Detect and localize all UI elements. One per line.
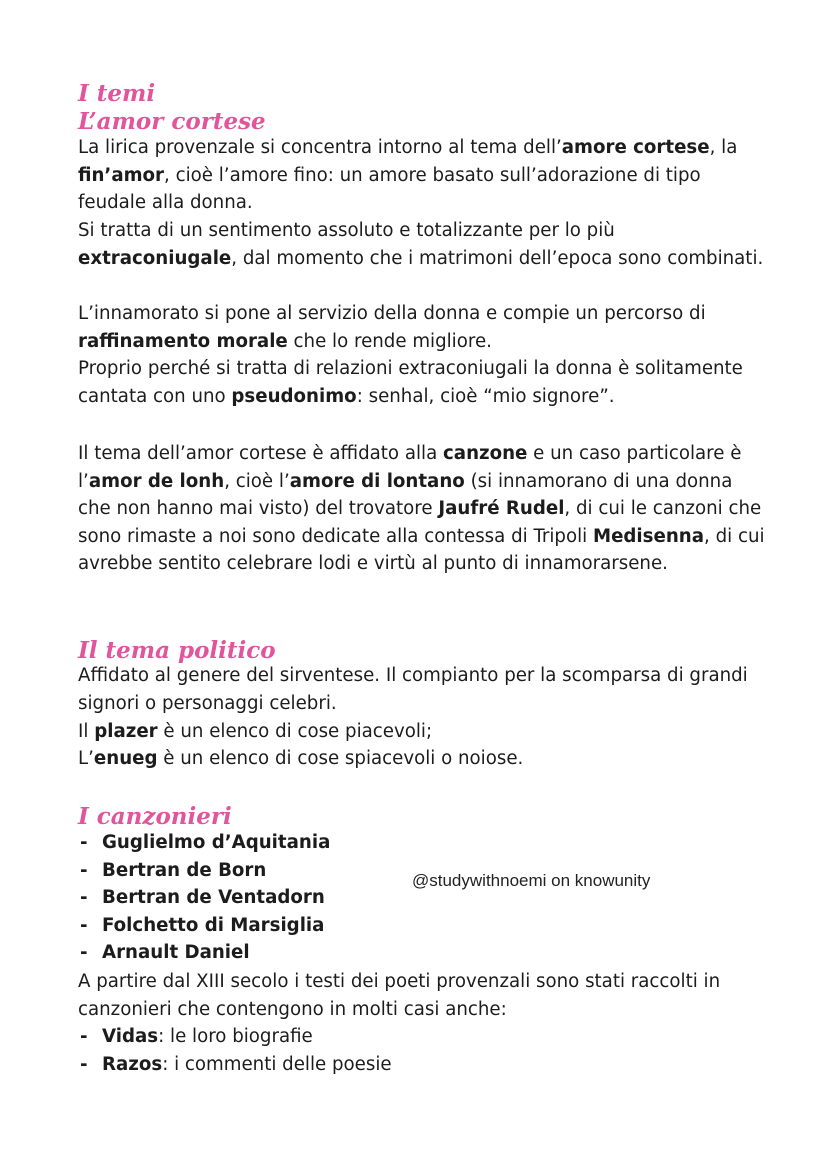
bold-term: extraconiugale xyxy=(78,247,232,269)
list-dash: - xyxy=(80,859,88,881)
text-run: : le loro biografie xyxy=(158,1026,313,1047)
amor-cortese-paragraph-2 xyxy=(78,217,768,272)
poet-list-item xyxy=(78,884,330,912)
text-run: : senhal, cioè “mio signore”. xyxy=(356,385,615,407)
text-run: è un elenco di cose piacevoli; xyxy=(157,721,433,742)
heading-canzonieri: I canzonieri xyxy=(78,803,232,830)
text-run: che lo rende migliore. xyxy=(287,330,492,352)
bold-term: amor de lonh xyxy=(88,470,225,492)
text-run: (si innamorano di una donna che non hanno mai visto) del trovatore xyxy=(78,470,733,520)
watermark: @studywithnoemi on knowunity xyxy=(412,871,651,890)
bold-term: Vidas xyxy=(102,1026,159,1047)
text-run: L’innamorato si pone al servizio della donna e compie un percorso di xyxy=(78,303,706,324)
bold-term: amore cortese xyxy=(561,137,710,158)
bold-term: amore di lontano xyxy=(289,470,465,492)
poet-list-item xyxy=(78,939,330,967)
bold-term: canzone xyxy=(443,443,528,464)
poet-name: Guglielmo d’Aquitania xyxy=(102,832,331,853)
bold-term: fin’amor xyxy=(78,164,165,186)
heading-tema-politico: Il tema politico xyxy=(78,637,276,664)
heading-amor-cortese: L’amor cortese xyxy=(78,108,266,135)
text-run: , cioè l’amore fino: un amore basato sull’adorazione di tipo feudale alla donna. xyxy=(78,164,701,214)
bold-term: raffinamento morale xyxy=(78,330,288,352)
tema-politico-paragraph-3 xyxy=(78,745,768,773)
list-dash: - xyxy=(80,1026,88,1047)
poets-list xyxy=(78,829,330,967)
poet-name: Bertran de Ventadorn xyxy=(102,887,325,909)
text-run: è un elenco di cose spiacevoli o noiose. xyxy=(157,748,524,769)
amor-cortese-paragraph-3 xyxy=(78,300,768,355)
list-dash: - xyxy=(80,832,88,853)
canzonieri-intro-paragraph xyxy=(78,968,768,1023)
poet-list-item xyxy=(78,857,330,885)
poet-list-item xyxy=(78,829,330,857)
text-run: Si tratta di un sentimento assoluto e totalizzante per lo più xyxy=(78,220,615,241)
text-run: Il xyxy=(78,721,95,742)
poet-name: Bertran de Born xyxy=(102,859,267,881)
heading-i-temi: I temi xyxy=(78,80,156,107)
text-run: , di cui avrebbe sentito celebrare lodi e virtù al punto di innamorarsene. xyxy=(78,525,765,575)
text-run: , cioè l’ xyxy=(224,470,290,492)
bold-term: Jaufré Rudel xyxy=(438,498,565,520)
poet-name: Arnault Daniel xyxy=(102,942,250,964)
text-run: Il tema dell’amor cortese è affidato alla xyxy=(78,443,444,464)
text-run: , la xyxy=(709,137,738,158)
text-run: e un caso particolare è l’ xyxy=(78,443,742,492)
list-dash: - xyxy=(80,914,88,936)
poet-list-item xyxy=(78,912,330,940)
bold-term: Medisenna xyxy=(592,525,705,547)
text-run: , dal momento che i matrimoni dell’epoca sono combinati. xyxy=(231,247,764,269)
text-run: Proprio perché si tratta di relazioni extraconiugali la donna è solitamente cantata con uno xyxy=(78,358,743,407)
amor-cortese-paragraph-4 xyxy=(78,355,768,410)
contents-list-item xyxy=(78,1051,392,1079)
bold-term: pseudonimo xyxy=(231,385,357,407)
canzonieri-contents-list xyxy=(78,1023,392,1078)
text-run: , di cui le canzoni che sono rimaste a noi sono dedicate alla contessa di Tripoli xyxy=(78,498,762,547)
bold-term: plazer xyxy=(94,721,158,742)
amor-cortese-paragraph-1 xyxy=(78,134,768,217)
list-dash: - xyxy=(80,942,88,964)
tema-politico-paragraph-2 xyxy=(78,718,768,746)
bold-term: Razos xyxy=(102,1053,163,1075)
text-run: Affidato al genere del sirventese. Il compianto per la scomparsa di grandi signori o personaggi celebri. xyxy=(78,665,748,714)
text-run: : i commenti delle poesie xyxy=(162,1053,392,1075)
list-dash: - xyxy=(80,887,88,909)
contents-list-item xyxy=(78,1023,392,1051)
amor-cortese-paragraph-5 xyxy=(78,440,768,578)
text-run: A partire dal XIII secolo i testi dei poeti provenzali sono stati raccolti in canzonieri che contengono in molti casi anche: xyxy=(78,971,721,1020)
text-run: L’ xyxy=(78,748,94,769)
bold-term: enueg xyxy=(93,748,158,769)
list-dash: - xyxy=(80,1053,88,1075)
text-run: La lirica provenzale si concentra intorno al tema dell’ xyxy=(78,137,562,158)
tema-politico-paragraph-1 xyxy=(78,662,768,717)
poet-name: Folchetto di Marsiglia xyxy=(102,914,325,936)
